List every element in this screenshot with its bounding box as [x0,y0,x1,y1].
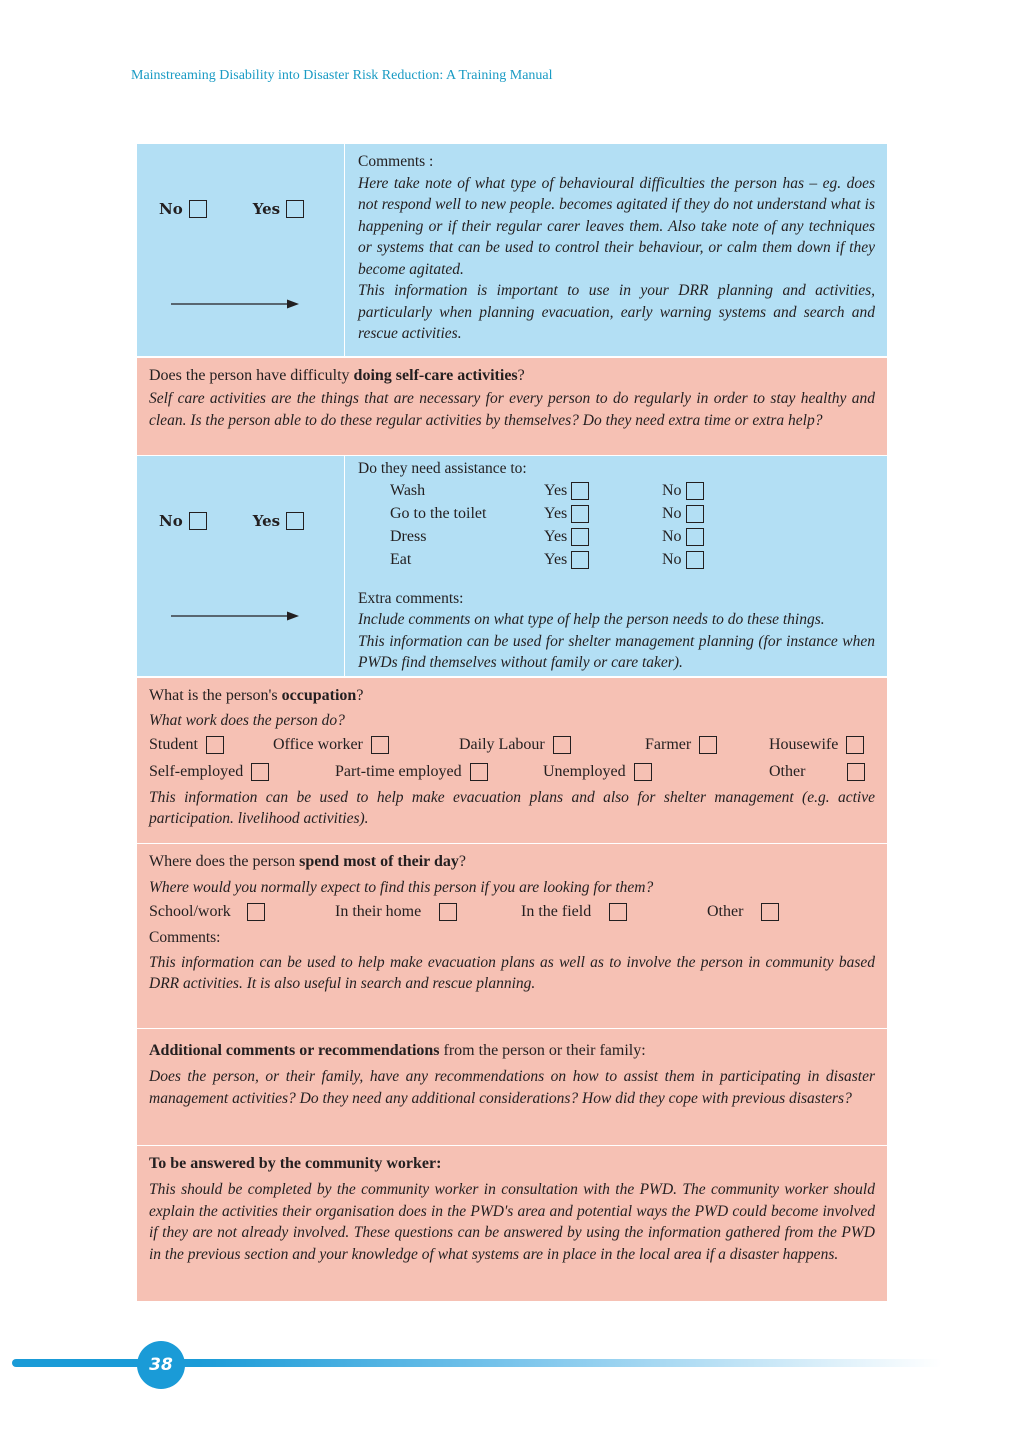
toilet-no-checkbox[interactable] [686,505,704,523]
no-label: No [159,200,183,218]
behaviour-row [137,144,887,358]
selfcare-assist-cell [345,456,887,676]
behaviour-answer-cell [137,144,345,356]
occupation-options-row-2: Self-employed Part-time employed Unemployed Other [149,759,875,786]
running-header: Mainstreaming Disability into Disaster Risk Reduction: A Training Manual [131,68,553,83]
community-worker-text: This should be completed by the community worker in consultation with the PWD. The community worker should explain the activities their organisation does in the PWD's area and potential ways the PWD could become involved if they are not already involved. These questions can be answered by using the information gathered from the PWD in the previous section and your knowledge of what systems are in place in the local area if a disaster happens. [149,1181,875,1263]
no-label: No [159,512,183,530]
no-checkbox[interactable] [189,200,207,218]
assist-row-dress: Dress Yes No [390,526,875,549]
selfcare-answer-cell [137,456,345,676]
no-checkbox[interactable] [189,512,207,530]
in-their-home-checkbox[interactable] [439,903,457,921]
occupation-note: This information can be used to help make evacuation plans and also for shelter management (e.g. active participation. livelihood activities). [149,788,875,827]
selfcare-question: Does the person have difficulty doing self-care activities? [149,367,525,384]
assist-table [390,480,875,572]
yes-label: Yes [252,512,281,530]
selfcare-assist-row [137,456,887,678]
in-the-field-checkbox[interactable] [609,903,627,921]
assist-row-wash: Wash Yes No [390,480,875,503]
assessment-form [137,144,887,1302]
comments-label: Comments : [358,153,434,170]
selfcare-yes-no [159,512,304,530]
occupation-options-row-1: Student Office worker Daily Labour Farmer Housewife [149,732,875,759]
behaviour-yes-no [159,200,304,218]
community-worker-title: To be answered by the community worker: [149,1155,442,1172]
yes-checkbox[interactable] [286,512,304,530]
selfcare-explanation: Self care activities are the things that are necessary for every person to do regularly in order to stay healthy and clean. Is the person able to do these regular activities by themselves? Do they need extra time or extra help? [149,390,875,429]
eat-yes-checkbox[interactable] [571,551,589,569]
student-checkbox[interactable] [206,736,224,754]
day-location-options: School/work In their home In the field Other [149,899,875,926]
day-location-question: Where does the person spend most of their day? [149,853,466,870]
wash-no-checkbox[interactable] [686,482,704,500]
community-worker-row [137,1146,887,1302]
unemployed-checkbox[interactable] [634,763,652,781]
extra-comments-label: Extra comments: [358,589,464,607]
day-other-checkbox[interactable] [761,903,779,921]
day-comments-label: Comments: [149,928,221,946]
school-work-checkbox[interactable] [247,903,265,921]
additional-comments-text: Does the person, or their family, have any recommendations on how to assist them in participating in disaster management activities? Do they need any additional considerations? How did they cope with previous disasters? [149,1068,875,1107]
behaviour-comments-cell [345,144,887,356]
extra-comments-text-2: This information can be used for shelter management planning (for instance when PWDs find themselves without family or care taker). [358,632,875,671]
toilet-yes-checkbox[interactable] [571,505,589,523]
farmer-checkbox[interactable] [699,736,717,754]
yes-label: Yes [252,200,281,218]
occupation-sub: What work does the person do? [149,712,345,729]
occupation-other-checkbox[interactable] [847,763,865,781]
self-employed-checkbox[interactable] [251,763,269,781]
behaviour-comments-text: Here take note of what type of behavioural difficulties the person has – eg. does not respond well to new people. becomes agitated if they do not understand what is happening or if their regular carer leaves them. Also take note of any techniques or systems that can be used to control their behaviour, or calm them down if they become agitated. [358,174,875,278]
daily-labour-checkbox[interactable] [553,736,571,754]
wash-yes-checkbox[interactable] [571,482,589,500]
arrow-right-icon [171,298,301,310]
yes-checkbox[interactable] [286,200,304,218]
selfcare-question-row [137,358,887,456]
dress-no-checkbox[interactable] [686,528,704,546]
occupation-row [137,678,887,844]
housewife-checkbox[interactable] [846,736,864,754]
assist-row-eat: Eat Yes No [390,549,875,572]
behaviour-importance-text: This information is important to use in your DRR planning and activities, particularly when planning evacuation, early warning systems and search and rescue activities. [358,282,875,342]
extra-comments-text-1: Include comments on what type of help the person needs to do these things. [358,611,825,628]
additional-comments-row [137,1029,887,1146]
office-worker-checkbox[interactable] [371,736,389,754]
part-time-employed-checkbox[interactable] [470,763,488,781]
page-number: 38 [137,1341,185,1389]
day-location-sub: Where would you normally expect to find this person if you are looking for them? [149,879,654,896]
eat-no-checkbox[interactable] [686,551,704,569]
day-location-note: This information can be used to help make evacuation plans as well as to involve the person in community based DRR activities. It is also useful in search and rescue planning. [149,953,875,992]
assist-intro: Do they need assistance to: [358,460,527,477]
dress-yes-checkbox[interactable] [571,528,589,546]
arrow-right-icon [171,610,301,622]
occupation-question: What is the person's occupation? [149,687,364,704]
day-location-row [137,844,887,1029]
additional-comments-title: Additional comments or recommendations from the person or their family: [149,1042,646,1059]
assist-row-toilet: Go to the toilet Yes No [390,503,875,526]
